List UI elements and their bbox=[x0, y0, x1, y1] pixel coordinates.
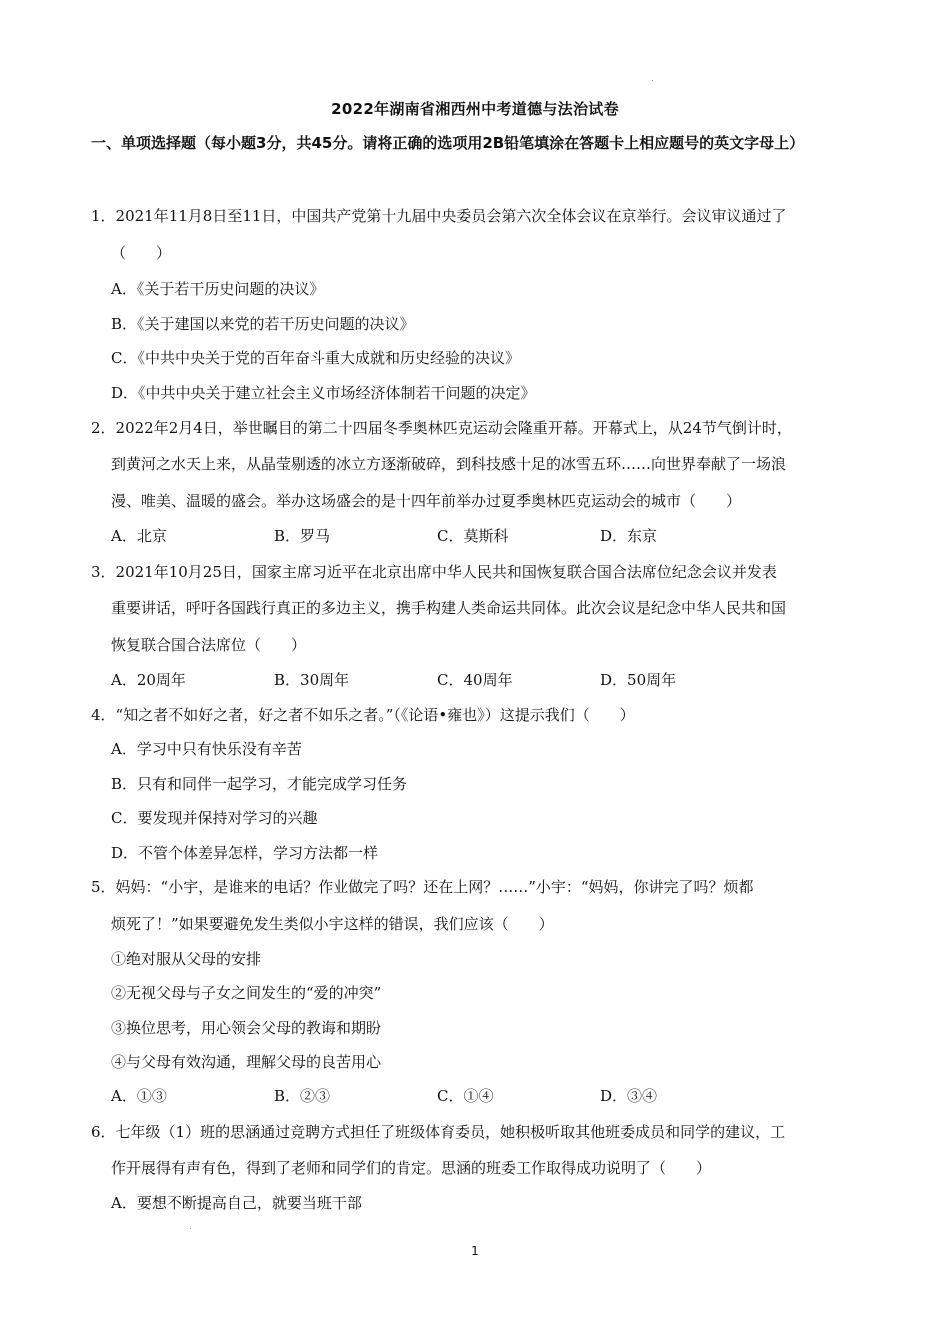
q2-option-a: A．北京 bbox=[111, 527, 167, 545]
q3-stem-line2: 重要讲话，呼吁各国践行真正的多边主义，携手构建人类命运共同体。此次会议是纪念中华人民共和国 bbox=[111, 599, 787, 617]
q2-options-row bbox=[111, 525, 763, 546]
q6-stem-line1: 6．七年级（1）班的思涵通过竞聘方式担任了班级体育委员，她积极听取其他班委成员和同学的建议，工 bbox=[91, 1123, 786, 1141]
q5-statement-3: ③换位思考，用心领会父母的教诲和期盼 bbox=[111, 1019, 382, 1037]
q1-stem-line1: 1．2021年11月8日至11日，中国共产党第十九届中央委员会第六次全体会议在京举行。会议审议通过了 bbox=[91, 207, 787, 225]
q2-option-b: B．罗马 bbox=[274, 527, 331, 545]
q2-option-d: D．东京 bbox=[600, 527, 658, 545]
q5-option-d: D．③④ bbox=[600, 1087, 658, 1105]
q3-options-row bbox=[111, 669, 763, 690]
q5-options-row bbox=[111, 1085, 763, 1106]
q1-option-a: A．《关于若干历史问题的决议》 bbox=[111, 280, 325, 298]
q5-statement-4: ④与父母有效沟通，理解父母的良苦用心 bbox=[111, 1053, 382, 1071]
page-title: 2022年湖南省湘西州中考道德与法治试卷 bbox=[331, 100, 619, 118]
q4-stem-line1: 4．“知之者不如好之者，好之者不如乐之者。”（《论语•雍也》）这提示我们（ ） bbox=[91, 706, 635, 724]
q2-stem-line1: 2．2022年2月4日，举世瞩目的第二十四届冬季奥林匹克运动会隆重开幕。开幕式上，从24节气倒计时， bbox=[91, 419, 792, 437]
q1-option-d: D．《中共中央关于建立社会主义市场经济体制若干问题的决定》 bbox=[111, 384, 536, 402]
q3-stem-line3: 恢复联合国合法席位（ ） bbox=[111, 636, 307, 654]
q2-stem-line2: 到黄河之水天上来，从晶莹剔透的冰立方逐渐破碎，到科技感十足的冰雪五环……向世界奉献了一场浪 bbox=[111, 455, 787, 473]
q5-option-c: C．①④ bbox=[437, 1087, 494, 1105]
q5-statement-2: ②无视父母与子女之间发生的“爱的冲突” bbox=[111, 984, 382, 1002]
q5-stem-line2: 烦死了！”如果要避免发生类似小宇这样的错误，我们应该（ ） bbox=[111, 915, 554, 933]
q1-stem-line2: （ ） bbox=[111, 244, 172, 262]
q2-option-c: C．莫斯科 bbox=[437, 527, 509, 545]
q1-option-c: C．《中共中央关于党的百年奋斗重大成就和历史经验的决议》 bbox=[111, 349, 520, 367]
q4-option-c: C．要发现并保持对学习的兴趣 bbox=[111, 809, 318, 827]
section-heading: 一、单项选择题（每小题3分，共45分。请将正确的选项用2B铅笔填涂在答题卡上相应题号的英文字母上） bbox=[91, 134, 805, 152]
q3-option-b: B．30周年 bbox=[274, 671, 350, 689]
q5-stem-line1: 5．妈妈：“小宇，是谁来的电话？作业做完了吗？还在上网？……”小宇：“妈妈，你讲完了吗？烦都 bbox=[91, 878, 754, 896]
q3-option-c: C．40周年 bbox=[437, 671, 513, 689]
q5-option-a: A．①③ bbox=[111, 1087, 167, 1105]
q4-option-a: A．学习中只有快乐没有辛苦 bbox=[111, 740, 302, 758]
q2-stem-line3: 漫、唯美、温暖的盛会。举办这场盛会的是十四年前举办过夏季奥林匹克运动会的城市（ ） bbox=[111, 492, 742, 510]
q6-stem-line2: 作开展得有声有色，得到了老师和同学们的肯定。思涵的班委工作取得成功说明了（ ） bbox=[111, 1159, 712, 1177]
q3-option-a: A．20周年 bbox=[111, 671, 186, 689]
q4-option-d: D．不管个体差异怎样，学习方法都一样 bbox=[111, 844, 379, 862]
scan-speck bbox=[652, 80, 653, 81]
q5-statement-1: ①绝对服从父母的安排 bbox=[111, 950, 262, 968]
q3-option-d: D．50周年 bbox=[600, 671, 677, 689]
q5-option-b: B．②③ bbox=[274, 1087, 331, 1105]
q1-option-b: B．《关于建国以来党的若干历史问题的决议》 bbox=[111, 315, 415, 333]
q6-option-a: A．要想不断提高自己，就要当班干部 bbox=[111, 1194, 362, 1212]
q4-option-b: B．只有和同伴一起学习，才能完成学习任务 bbox=[111, 775, 408, 793]
q3-stem-line1: 3．2021年10月25日，国家主席习近平在北京出席中华人民共和国恢复联合国合法席位纪念会议并发表 bbox=[91, 563, 777, 581]
scan-speck bbox=[190, 1228, 191, 1229]
page-number: 1 bbox=[471, 1244, 479, 1258]
